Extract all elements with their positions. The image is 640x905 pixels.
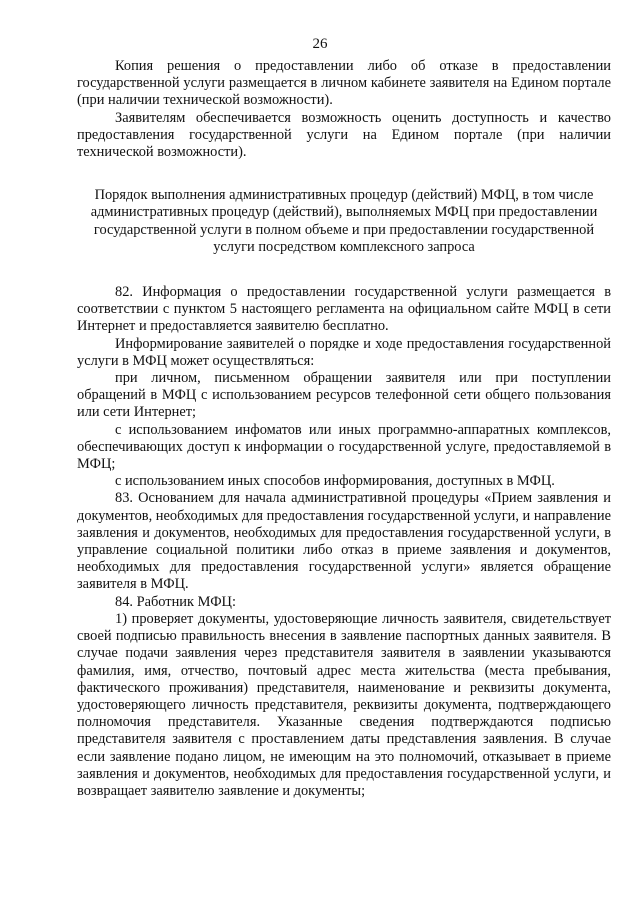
page-number: 26 — [312, 36, 328, 52]
paragraph-other-methods: с использованием иных способов информирования, доступных в МФЦ. — [115, 473, 555, 490]
paragraph-84: 84. Работник МФЦ: — [115, 593, 236, 610]
paragraph-83: 83. Основанием для начала административной процедуры «Прием заявления и документов, необходимых для предоставления государственной услуги, и направление заявления и документов, необходимых для предоставления государственной услуги, в управление социальной политики либо отказ в приеме заявления и документов, необходимых для предоставления государственной услуги» является обращение заявителя в МФЦ. — [77, 490, 611, 593]
paragraph-82: 82. Информация о предоставлении государственной услуги размещается в соответствии с пунктом 5 настоящего регламента на официальном сайте МФЦ в сети Интернет и предоставляется заявителю бесплатно. — [77, 284, 611, 335]
section-heading: Порядок выполнения административных процедур (действий) МФЦ, в том числе административных процедур (действий), выполняемых МФЦ при предоставлении государственной услуги в полном объеме и при предоставлении государственной услуги посредством комплексного запроса — [90, 187, 598, 255]
paragraph-infomats: с использованием инфоматов или иных программно-аппаратных комплексов, обеспечивающих доступ к информации о государственной услуге, предоставляемой в МФЦ; — [77, 421, 611, 473]
paragraph-quality-assessment: Заявителям обеспечивается возможность оценить доступность и качество предоставления государственной услуги на Едином портале (при наличии технической возможности). — [77, 109, 611, 161]
paragraph-84-item-1: 1) проверяет документы, удостоверяющие личность заявителя, свидетельствует своей подписью правильность внесения в заявление паспортных данных заявителя. В случае подачи заявления через представителя заявителя в заявлении указываются фамилия, имя, отчество, почтовый адрес места жительства (места пребывания, фактического проживания) представителя, наименование и реквизиты документа, удостоверяющего личность представителя, реквизиты документа, подтверждающего полномочия представителя. Указанные сведения подтверждаются подписью представителя заявителя с проставлением даты представления заявления. В случае если заявление подано лицом, не имеющим на это полномочий, отказывает в приеме заявления и документов, необходимых для предоставления государственной услуги, и возвращает заявителю заявление и документы; — [77, 610, 611, 799]
paragraph-informing: Информирование заявителей о порядке и ходе предоставления государственной услуги в МФЦ может осуществляться: — [77, 335, 611, 369]
paragraph-decision-copy: Копия решения о предоставлении либо об отказе в предоставлении государственной услуги размещается в личном кабинете заявителя на Едином портале (при наличии технической возможности). — [77, 58, 611, 109]
document-body — [77, 58, 611, 800]
paragraph-personal-appeal: при личном, письменном обращении заявителя или при поступлении обращений в МФЦ с использованием ресурсов телефонной сети общего пользования или сети Интернет; — [77, 370, 611, 421]
